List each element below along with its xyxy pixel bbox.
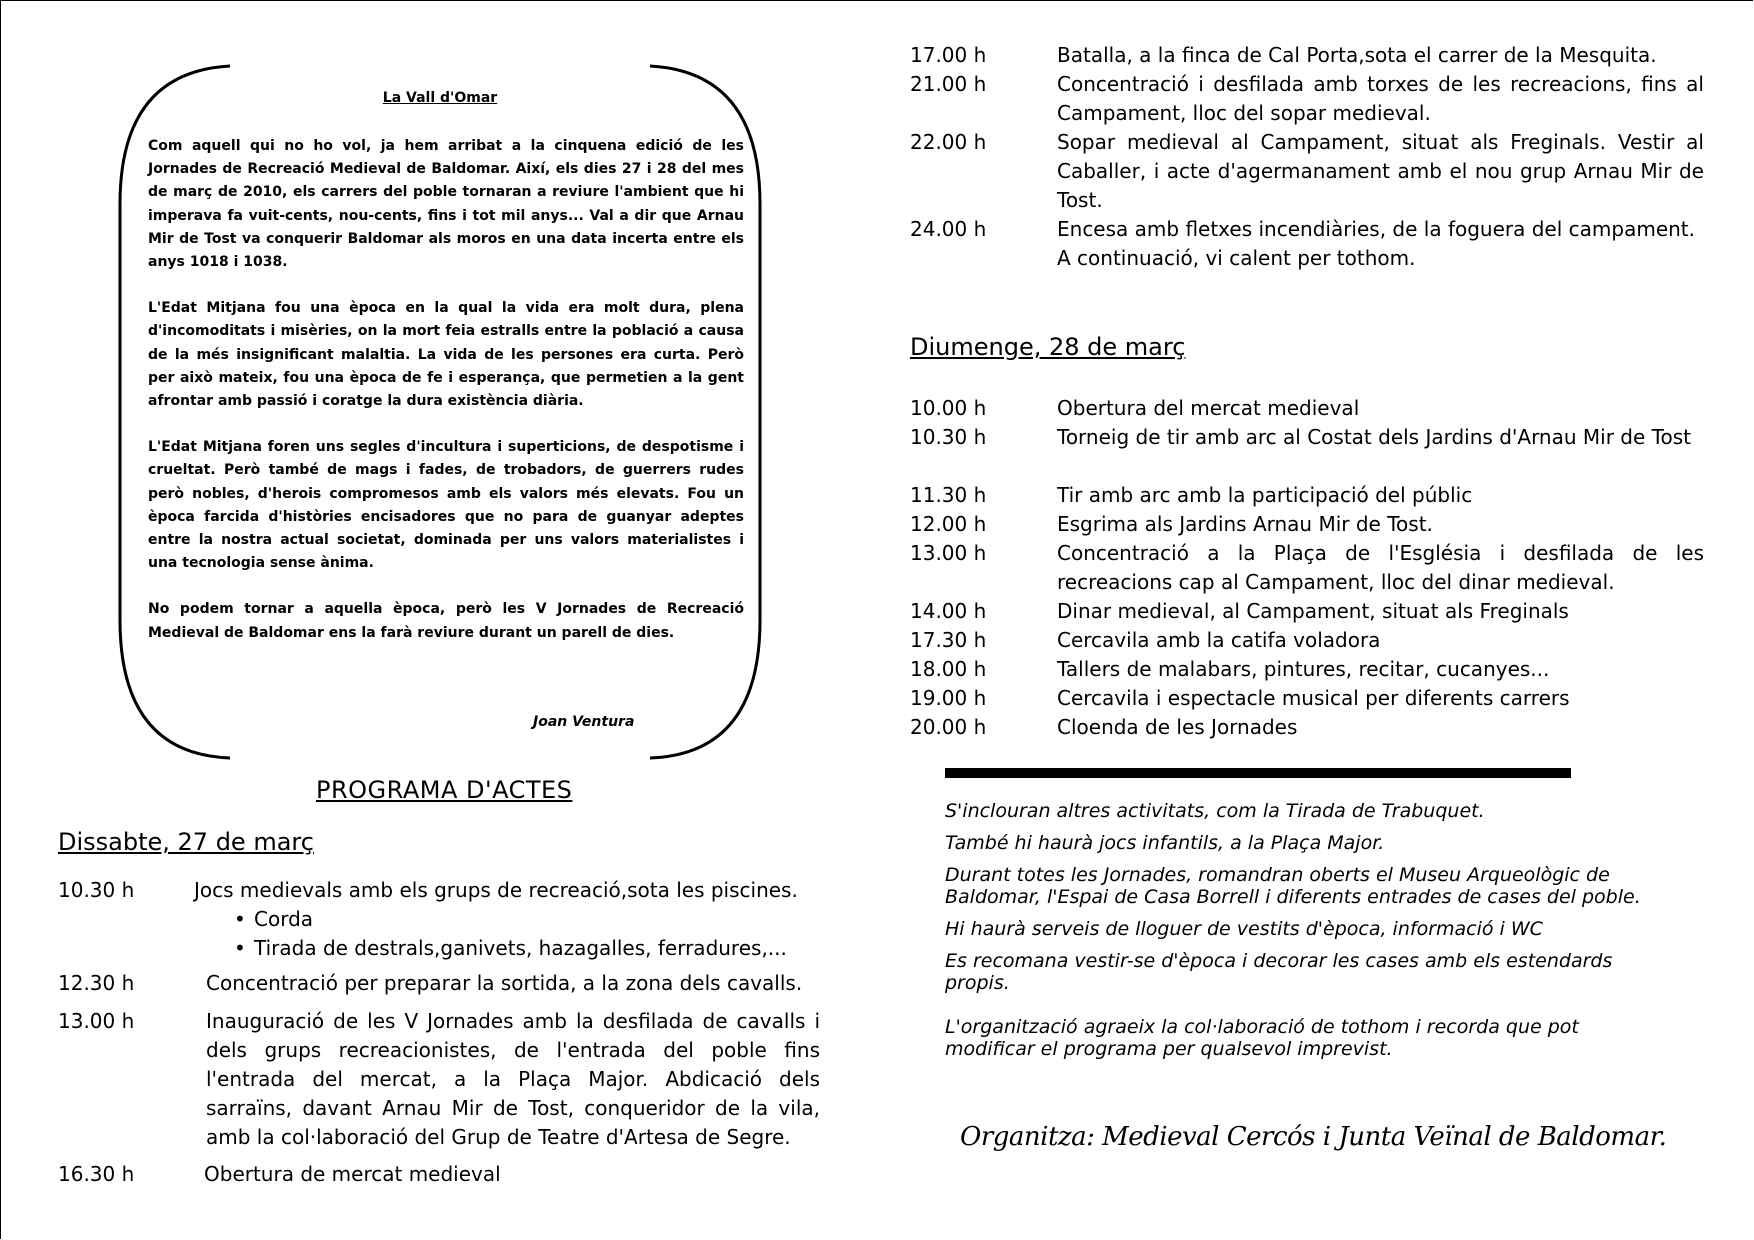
- event-time: 13.00 h: [910, 541, 987, 565]
- event-time: 12.00 h: [910, 512, 987, 536]
- notes: [945, 800, 1665, 1070]
- event-time: 16.30 h: [58, 1162, 135, 1186]
- intro-signature: Joan Ventura: [533, 714, 635, 730]
- event-time: 17.00 h: [910, 43, 987, 67]
- bullet-item: • Tirada de destrals,ganivets, hazagalles, ferradures,...: [232, 934, 834, 963]
- event-desc: Torneig de tir amb arc al Costat dels Jardins d'Arnau Mir de Tost: [1057, 425, 1691, 449]
- event-time: 10.00 h: [910, 396, 987, 420]
- note: L'organització agraeix la col·laboració de tothom i recorda que pot modificar el programa per qualsevol imprevist.: [945, 1016, 1579, 1060]
- event-desc: Obertura del mercat medieval: [1057, 396, 1360, 420]
- event-time: 12.30 h: [58, 971, 135, 995]
- event-desc: Concentració i desfilada amb torxes de les recreacions, fins al Campament, lloc del sopar medieval.: [1057, 72, 1704, 125]
- note: Es recomana vestir-se d'època i decorar les cases amb els estendards propis.: [945, 950, 1613, 994]
- event-time: 10.30 h: [58, 878, 135, 902]
- event-time: 24.00 h: [910, 217, 987, 241]
- event-extra: A continuació, vi calent per tothom.: [1057, 246, 1416, 270]
- event-time: 10.30 h: [910, 425, 987, 449]
- intro-title: La Vall d'Omar: [382, 90, 498, 106]
- sunday-heading: Diumenge, 28 de març: [910, 333, 1186, 361]
- event-time: 11.30 h: [910, 483, 987, 507]
- event-desc: Batalla, a la finca de Cal Porta,sota el carrer de la Mesquita.: [1057, 43, 1657, 67]
- event-desc: Concentració per preparar la sortida, a la zona dels cavalls.: [206, 971, 803, 995]
- note: També hi haurà jocs infantils, a la Plaça Major.: [945, 832, 1385, 854]
- event-desc: Esgrima als Jardins Arnau Mir de Tost.: [1057, 512, 1433, 536]
- event-desc: Cercavila amb la catifa voladora: [1057, 628, 1381, 652]
- note: Hi haurà serveis de lloguer de vestits d'època, informació i WC: [945, 918, 1543, 940]
- event-time: 22.00 h: [910, 130, 987, 154]
- intro-paragraph: No podem tornar a aquella època, però les V Jornades de Recreació Medieval de Baldomar ens la farà reviure durant un parell de dies.: [148, 601, 744, 641]
- event-time: 18.00 h: [910, 657, 987, 681]
- bullet-item: • Corda: [232, 905, 834, 934]
- event-time: 21.00 h: [910, 72, 987, 96]
- event-time: 13.00 h: [58, 1009, 135, 1033]
- event-desc: Jocs medievals amb els grups de recreació,sota les piscines.: [194, 878, 798, 902]
- event-desc: Sopar medieval al Campament, situat als Freginals. Vestir al Caballer, i acte d'agermanament amb el nou grup Arnau Mir de Tost.: [1057, 130, 1704, 212]
- event-time: 17.30 h: [910, 628, 987, 652]
- intro-paragraph: L'Edat Mitjana fou una època en la qual la vida era molt dura, plena d'incomoditats i misèries, on la mort feia estralls entre la població a causa de la més insignificant malaltia. La vida de les persones era curta. Però per això mateix, fou una època de fe i esperança, que permetien a la gent afrontar amb passió i coratge la dura existència diària.: [148, 300, 744, 410]
- event-desc: Cercavila i espectacle musical per diferents carrers: [1057, 686, 1570, 710]
- horizontal-divider: [945, 768, 1571, 778]
- event-time: 14.00 h: [910, 599, 987, 623]
- intro-paragraph: L'Edat Mitjana foren uns segles d'incultura i superticions, de despotisme i crueltat. Però també de mags i fades, de trobadors, de guerrers rudes però nobles, d'herois compromesos amb els valors més elevats. Fou un època farcida d'històries encisadores que no para de guanyar adeptes entre la nostra actual societat, dominada per uns valors materialistes i una tecnologia sense ànima.: [148, 439, 744, 572]
- event-desc: Cloenda de les Jornades: [1057, 715, 1298, 739]
- organizer: Organitza: Medieval Cercós i Junta Veïnal de Baldomar.: [960, 1122, 1667, 1152]
- intro-box: [118, 64, 762, 760]
- event-desc: Tir amb arc amb la participació del públic: [1057, 483, 1473, 507]
- event-bullets: [232, 905, 834, 963]
- saturday-heading: Dissabte, 27 de març: [58, 828, 314, 856]
- program-title: PROGRAMA D'ACTES: [316, 776, 573, 804]
- event-desc: Concentració a la Plaça de l'Església i desfilada de les recreacions cap al Campament, lloc del dinar medieval.: [1057, 541, 1704, 594]
- event-desc: Tallers de malabars, pintures, recitar, cucanyes...: [1057, 657, 1550, 681]
- intro-body: [148, 135, 744, 668]
- intro-paragraph: Com aquell qui no ho vol, ja hem arribat a la cinquena edició de les Jornades de Recreació Medieval de Baldomar. Així, els dies 27 i 28 del mes de març de 2010, els carrers del poble tornaran a reviure l'ambient que hi imperava fa vuit-cents, nou-cents, fins i tot mil anys... Val a dir que Arnau Mir de Tost va conquerir Baldomar als moros en una data incerta entre els anys 1018 i 1038.: [148, 138, 744, 271]
- event-desc: Obertura de mercat medieval: [204, 1162, 501, 1186]
- note: Durant totes les Jornades, romandran oberts el Museu Arqueològic de Baldomar, l'Espai de Casa Borrell i diferents entrades de cases del poble.: [945, 864, 1641, 908]
- note: S'inclouran altres activitats, com la Tirada de Trabuquet.: [945, 800, 1485, 822]
- event-desc: Encesa amb fletxes incendiàries, de la foguera del campament.: [1057, 217, 1695, 241]
- event-desc: Dinar medieval, al Campament, situat als Freginals: [1057, 599, 1569, 623]
- event-desc: Inauguració de les V Jornades amb la desfilada de cavalls i dels grups recreacionistes, de l'entrada del poble fins l'entrada del mercat, a la Plaça Major. Abdicació dels sarraïns, davant Arnau Mir de Tost, conqueridor de la vila, amb la col·laboració del Grup de Teatre d'Artesa de Segre.: [206, 1009, 820, 1149]
- event-time: 20.00 h: [910, 715, 987, 739]
- event-time: 19.00 h: [910, 686, 987, 710]
